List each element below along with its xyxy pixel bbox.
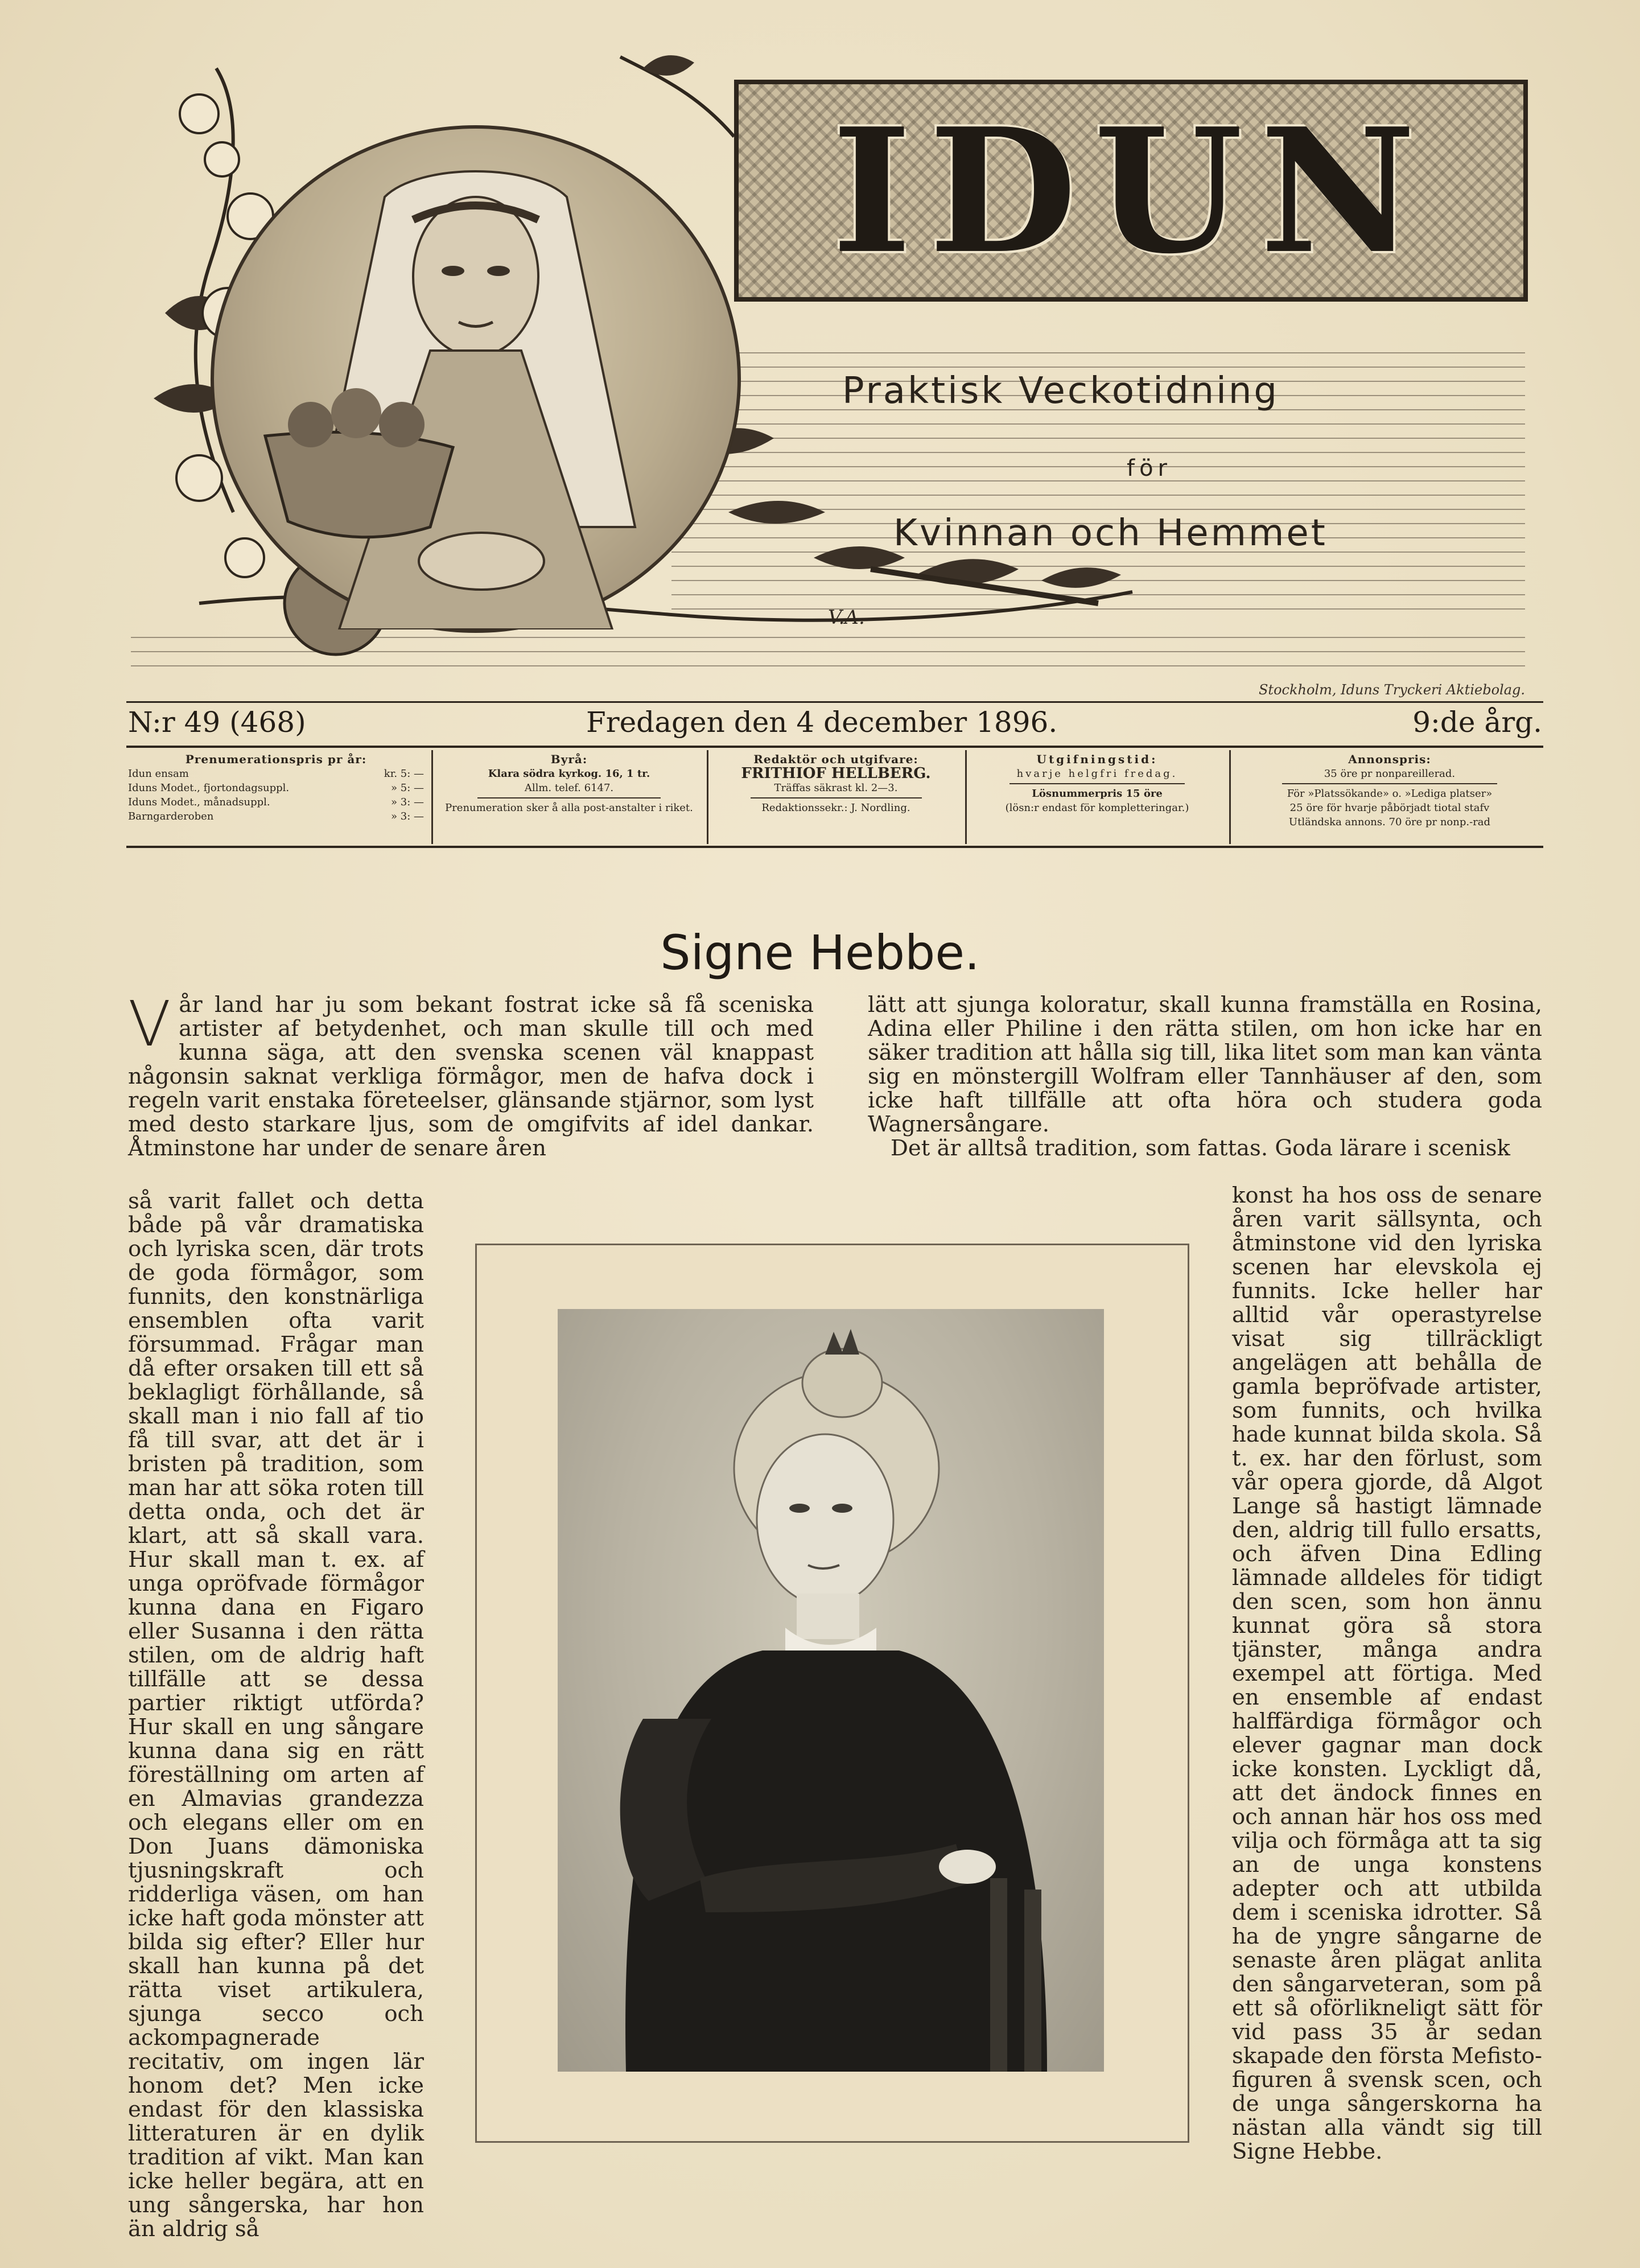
single-issue-price: Lösnummerpris 15 öre bbox=[1032, 788, 1163, 800]
ads-box bbox=[1236, 752, 1543, 841]
goddess-figure bbox=[214, 129, 737, 629]
drop-cap: V bbox=[128, 987, 171, 1060]
editor-secretary: Redaktionssekr.: J. Nordling. bbox=[761, 802, 910, 814]
ads-line: 35 öre pr nonpareillerad. bbox=[1324, 768, 1456, 780]
subscription-row: Idun ensam kr. 5: — bbox=[128, 768, 424, 780]
ads-line: 25 öre för hvarje påbörjadt tiotal stafv bbox=[1289, 802, 1490, 814]
subscription-heading: Prenumerationspris pr år: bbox=[185, 752, 367, 766]
office-heading: Byrå: bbox=[550, 752, 588, 766]
info-divider bbox=[707, 750, 708, 844]
subscription-row: Barngarderoben » 3: — bbox=[128, 810, 424, 822]
ads-heading: Annonspris: bbox=[1348, 752, 1431, 766]
subtitle-line-2: Kvinnan och Hemmet bbox=[893, 512, 1328, 554]
portrait-photograph bbox=[558, 1309, 1104, 2072]
issue-year: 9:de årg. bbox=[1412, 706, 1542, 739]
article-paragraph: lätt att sjunga koloratur, skall kunna framställa en Rosina, Adina eller Philine i den rätta stilen, om hon icke har en säker tradition att hålla sig till, lika litet som man kan vänta sig en mönstergill Wolfram eller Tannhäuser af den, som icke haft tillfälle att ofta höra och studera goda Wagnersångare. bbox=[868, 992, 1542, 1137]
top-rule bbox=[126, 701, 1543, 703]
article-paragraph: Det är alltså tradition, som fattas. Goda lärare i scenisk bbox=[891, 1135, 1510, 1161]
subscription-row: Iduns Modet., månadsuppl. » 3: — bbox=[128, 796, 424, 808]
article-column-left-top bbox=[128, 987, 814, 1187]
publication-box bbox=[972, 752, 1222, 841]
portrait-medallion bbox=[211, 125, 741, 633]
subscription-row: Iduns Modet., fjortondagsuppl. » 5: — bbox=[128, 782, 424, 794]
editor-heading: Redaktör och utgifvare: bbox=[753, 752, 918, 766]
office-rule bbox=[477, 797, 661, 798]
article-paragraph: Vår land har ju som bekant fostrat icke så få sceniska artister af betydenhet, och man skulle till och med kunna säga, att den svenska scenen väl knappast någonsin saknat verkliga förmågor, men de hafva dock i regeln varit enstaka företeelser, glänsande stjärnor, som lyst med desto starkare ljus, som de omgifvits af idel dankar. Åtminstone har under de senare åren bbox=[128, 987, 814, 1161]
office-phone: Allm. telef. 6147. bbox=[524, 782, 614, 794]
article-column-right bbox=[1232, 1183, 1542, 2164]
article-column-right-top bbox=[868, 993, 1542, 1187]
ads-line: För »Platssökande» o. »Lediga platser» bbox=[1287, 788, 1493, 800]
ads-rule bbox=[1282, 783, 1497, 784]
article-title: Signe Hebbe. bbox=[660, 925, 980, 981]
single-issue-note: (lösn:r endast för kompletteringar.) bbox=[1005, 802, 1189, 814]
article-paragraph: konst ha hos oss de senare åren varit sällsynta, och åtminstone vid den lyriska scenen har elevskola ej funnits. Icke heller har alltid vår operastyrelse visat sig tillräckligt angelägen att behålla de gamla bepröfvade artister, som funnits, och hvilka hade kunnat bilda skola. Så t. ex. har den förlust, som vår opera gjorde, då Algot Lange så hastigt lämnade den, aldrig till fullo ersatts, och äfven Dina Edling lämnade alldeles för tidigt den scen, som hon ännu kunnat göra så stora tjänster, många andra exempel att förtiga. Med en ensemble af endast halffärdiga förmågor och elever gagnar man dock icke konsten. Lyckligt då, att det ändock finnes en och annan här hos oss med vilja och förmåga att ta sig an de unga konstens adepter och att utbilda dem i sceniska idrotter. Så ha de yngre sångarne de senaste åren plägat anlita den sångarveteran, som på ett så oförlikneligt sätt för vid pass 35 år sedan skapade den första Mefisto-figuren å svensk scen, och de unga sångerskorna ha nästan alla vändt sig till Signe Hebbe. bbox=[1232, 1183, 1542, 2164]
subscription-box bbox=[128, 752, 424, 841]
issue-rule bbox=[126, 746, 1543, 748]
subtitle-for: för bbox=[1127, 455, 1172, 481]
singer-portrait bbox=[558, 1309, 1104, 2072]
publication-rule bbox=[1009, 783, 1185, 784]
editor-hours: Träffas säkrast kl. 2—3. bbox=[774, 782, 898, 794]
subtitle-line-1: Praktisk Veckotidning bbox=[842, 370, 1280, 412]
masthead-title: IDUN bbox=[831, 90, 1433, 291]
issue-date: Fredagen den 4 december 1896. bbox=[586, 706, 1058, 739]
article-column-left bbox=[128, 1188, 424, 2242]
info-bottom-rule bbox=[126, 846, 1543, 848]
ads-line: Utländska annons. 70 öre pr nonp.-rad bbox=[1288, 816, 1491, 828]
info-divider bbox=[431, 750, 433, 844]
article-paragraph: så varit fallet och detta både på vår dramatiska och lyriska scen, där trots de goda förmågor, som funnits, den konstnärliga ensemblen ofta varit försummad. Frågar man då efter orsaken till ett så beklagligt förhållande, så skall man i nio fall af tio få till svar, att det är i bristen på tradition, som man har att söka roten till detta onda, och det är klart, att så skall vara. Hur skall man t. ex. af unga opröfvade förmågor kunna dana en Figaro eller Susanna i den rätta stilen, om de aldrig haft tillfälle att se dessa partier riktigt utförda? Hur skall en ung sångare kunna dana sig en rätt föreställning om arten af en Almavias grandezza och elegans eller om en Don Juans dämoniska tjusningskraft och ridderliga väsen, om han icke haft goda mönster att bilda sig efter? Eller hur skall han kunna på det rätta viset artikulera, sjunga secco och ackompagnerade recitativ, om ingen lär honom det? Men icke endast för den klassiska litteraturen är en dylik tradition af vikt. Man kan icke heller begära, att en ung sångerska, har hon än aldrig så bbox=[128, 1188, 424, 2242]
publication-schedule: hvarje helgfri fredag. bbox=[1016, 768, 1178, 780]
info-divider bbox=[1229, 750, 1231, 844]
office-box bbox=[438, 752, 700, 841]
editor-box bbox=[714, 752, 958, 841]
office-note: Prenumeration sker å alla post-anstalter i riket. bbox=[445, 802, 693, 814]
issue-number: N:r 49 (468) bbox=[128, 706, 306, 739]
publication-heading: Utgifningstid: bbox=[1036, 752, 1158, 766]
office-address: Klara södra kyrkog. 16, 1 tr. bbox=[488, 768, 650, 780]
info-divider bbox=[965, 750, 967, 844]
editor-rule bbox=[751, 797, 922, 798]
printer-imprint: Stockholm, Iduns Tryckeri Aktiebolag. bbox=[1258, 682, 1525, 698]
illustrator-monogram: V.A. bbox=[828, 606, 865, 629]
editor-name: FRITHIOF HELLBERG. bbox=[741, 765, 931, 782]
